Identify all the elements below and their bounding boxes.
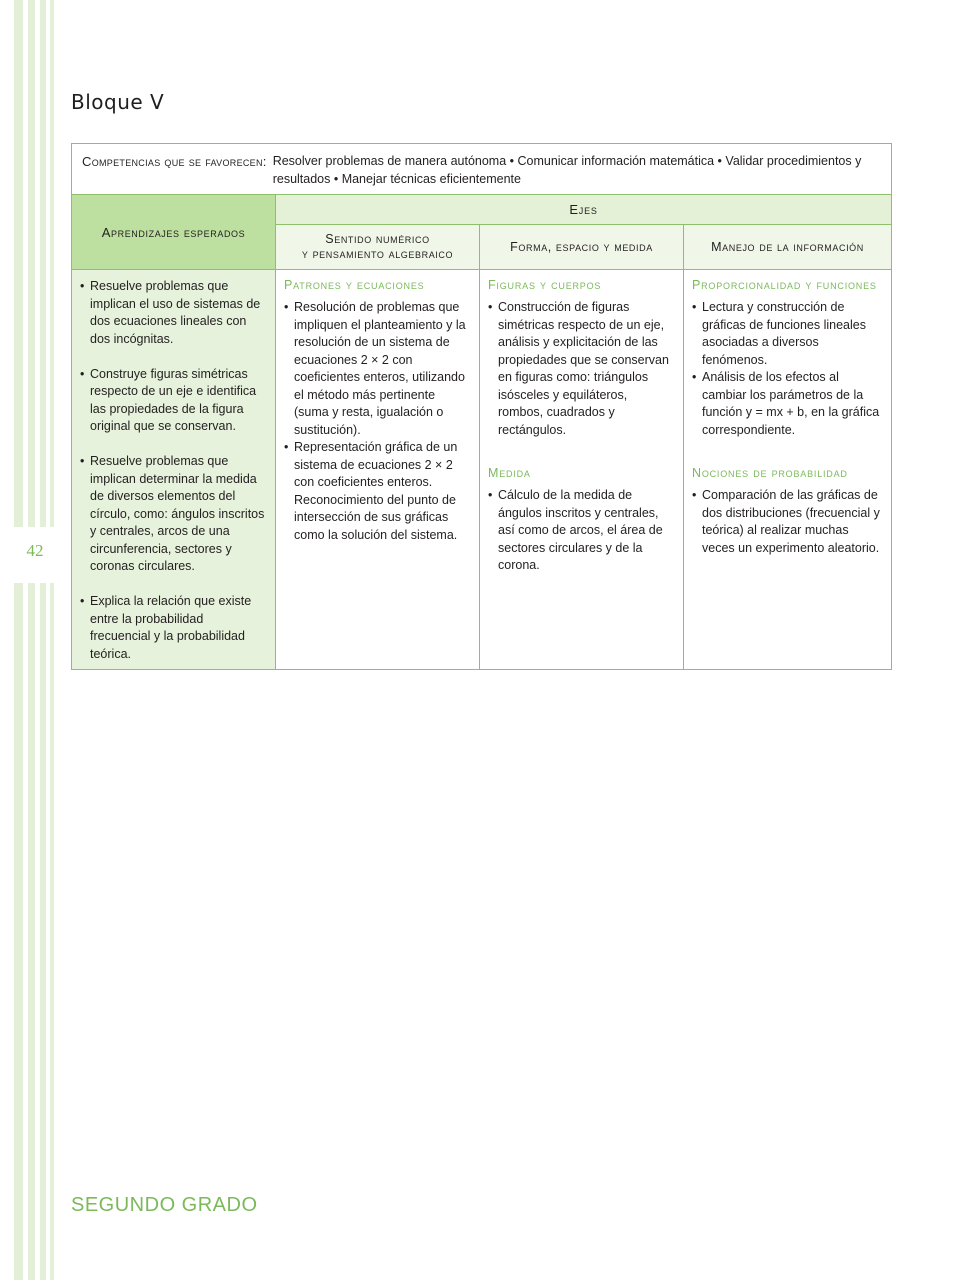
eje-forma-espacio-header: Forma, espacio y medida	[480, 225, 684, 270]
aprendizaje-item: • Explica la relación que existe entre la probabilidad frecuencial y la probabilidad teórica.	[80, 593, 267, 663]
section-title: Figuras y cuerpos	[488, 278, 602, 292]
competencias-cell	[72, 144, 892, 195]
decorative-stripe	[50, 0, 54, 1280]
list-item: • Representación gráfica de un sistema de ecuaciones 2 × 2 con coeficientes enteros. Reconocimiento del punto de intersección de sus gráficas como la solución del sistema.	[284, 439, 471, 544]
ejes-header: Ejes	[276, 195, 892, 225]
list-item: • Resolución de problemas que impliquen el planteamiento y la resolución de un sistema de ecuaciones 2 × 2 con coeficientes enteros, utilizando el método más pertinente (suma y resta, igualación o sustitución).	[284, 299, 471, 439]
aprendizaje-item: • Resuelve problemas que implican determinar la medida de diversos elementos del círculo, como: ángulos inscritos y centrales, arcos de una circunferencia, sectores y coronas circulares.	[80, 453, 267, 576]
content-row	[72, 270, 892, 670]
eje3-cell	[684, 270, 892, 670]
eje2-cell	[480, 270, 684, 670]
header-row	[72, 195, 892, 225]
list-item: • Cálculo de la medida de ángulos inscritos y centrales, así como de arcos, el área de sectores circulares y de la corona.	[488, 487, 675, 575]
list-item: • Construcción de figuras simétricas respecto de un eje, análisis y explicitación de las propiedades que se conservan en figuras como: triángulos isósceles y equiláteros, rombos, cuadrados y rectángulos.	[488, 299, 675, 439]
decorative-stripe	[28, 0, 35, 1280]
competencias-label: Competencias que se favorecen:	[82, 154, 267, 169]
block-title: Bloque V	[71, 90, 165, 114]
eje1-header-line2: y pensamiento algebraico	[301, 247, 454, 261]
eje-sentido-numerico-header	[276, 225, 480, 270]
aprendizaje-item: • Construye figuras simétricas respecto de un eje e identifica las propiedades de la figura original que se conservan.	[80, 366, 267, 436]
eje1-header-line1: Sentido numérico	[325, 232, 430, 246]
eje2-section1-list	[488, 299, 675, 439]
decorative-stripe	[14, 0, 23, 1280]
competencias-row	[72, 144, 892, 195]
eje2-section2-list	[488, 487, 675, 575]
eje1-section1-list	[284, 299, 471, 544]
list-item: • Análisis de los efectos al cambiar los parámetros de la función y = mx + b, en la gráfica correspondiente.	[692, 369, 883, 439]
eje1-cell	[276, 270, 480, 670]
aprendizajes-cell	[72, 270, 276, 670]
section-title: Medida	[488, 466, 531, 480]
page-number: 42	[26, 541, 44, 560]
section-title: Proporcionalidad y funciones	[692, 278, 877, 292]
aprendizaje-item: • Resuelve problemas que implican el uso de sistemas de dos ecuaciones lineales con dos incógnitas.	[80, 278, 267, 348]
competencias-text: Resolver problemas de manera autónoma • Comunicar información matemática • Validar procedimientos y resultados • Manejar técnicas eficientemente	[272, 154, 862, 186]
aprendizajes-header: Aprendizajes esperados	[72, 195, 276, 270]
grade-footer: SEGUNDO GRADO	[71, 1194, 258, 1216]
curriculum-table	[71, 143, 892, 670]
eje3-section2-list	[692, 487, 883, 557]
section-title: Nociones de probabilidad	[692, 466, 848, 480]
list-item: • Comparación de las gráficas de dos distribuciones (frecuencial y teórica) al realizar muchas veces un experimento aleatorio.	[692, 487, 883, 557]
eje3-section1-list	[692, 299, 883, 439]
section-title: Patrones y ecuaciones	[284, 278, 425, 292]
eje-manejo-informacion-header: Manejo de la información	[684, 225, 892, 270]
aprendizajes-list	[80, 278, 267, 663]
decorative-stripe	[40, 0, 46, 1280]
list-item: • Lectura y construcción de gráficas de funciones lineales asociadas a diversos fenómenos.	[692, 299, 883, 369]
